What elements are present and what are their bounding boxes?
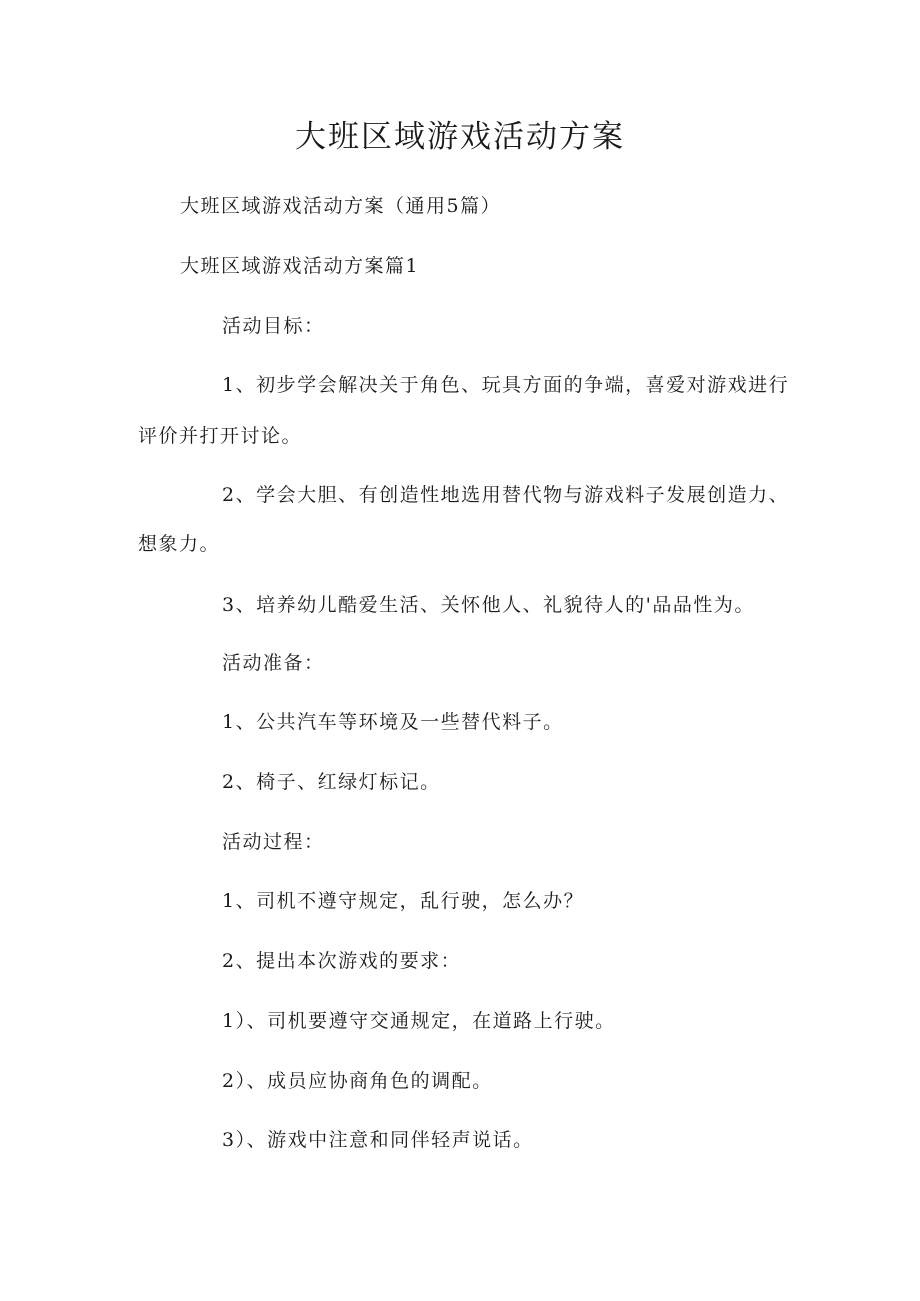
paragraph-line: 1、初步学会解决关于角色、玩具方面的争端，喜爱对游戏进行 bbox=[222, 374, 790, 396]
paragraph-line: 2、提出本次游戏的要求： bbox=[222, 950, 462, 972]
paragraph-line: 活动准备： bbox=[222, 652, 325, 674]
paragraph-line: 1、公共汽车等环境及一些替代料子。 bbox=[222, 711, 564, 733]
paragraph-line: 2）、成员应协商角色的调配。 bbox=[222, 1070, 493, 1092]
paragraph-line: 1）、司机要遵守交通规定，在道路上行驶。 bbox=[222, 1010, 616, 1032]
paragraph-line: 2、学会大胆、有创造性地选用替代物与游戏料子发展创造力、 bbox=[222, 484, 790, 506]
paragraph-line: 想象力。 bbox=[138, 533, 221, 555]
paragraph-line: 活动目标： bbox=[222, 315, 325, 337]
paragraph-line: 评价并打开讨论。 bbox=[138, 425, 303, 447]
paragraph-line: 3、培养幼儿酷爱生活、关怀他人、礼貌待人的'品品性为。 bbox=[222, 594, 755, 616]
document-title: 大班区域游戏活动方案 bbox=[295, 119, 625, 155]
paragraph-line: 3）、游戏中注意和同伴轻声说话。 bbox=[222, 1129, 534, 1151]
section-heading: 大班区域游戏活动方案篇1 bbox=[180, 255, 420, 277]
paragraph-line: 活动过程： bbox=[222, 831, 325, 853]
paragraph-line: 1、司机不遵守规定，乱行驶，怎么办？ bbox=[222, 890, 585, 912]
document-subtitle: 大班区域游戏活动方案（通用5篇） bbox=[180, 195, 502, 217]
paragraph-line: 2、椅子、红绿灯标记。 bbox=[222, 771, 441, 793]
